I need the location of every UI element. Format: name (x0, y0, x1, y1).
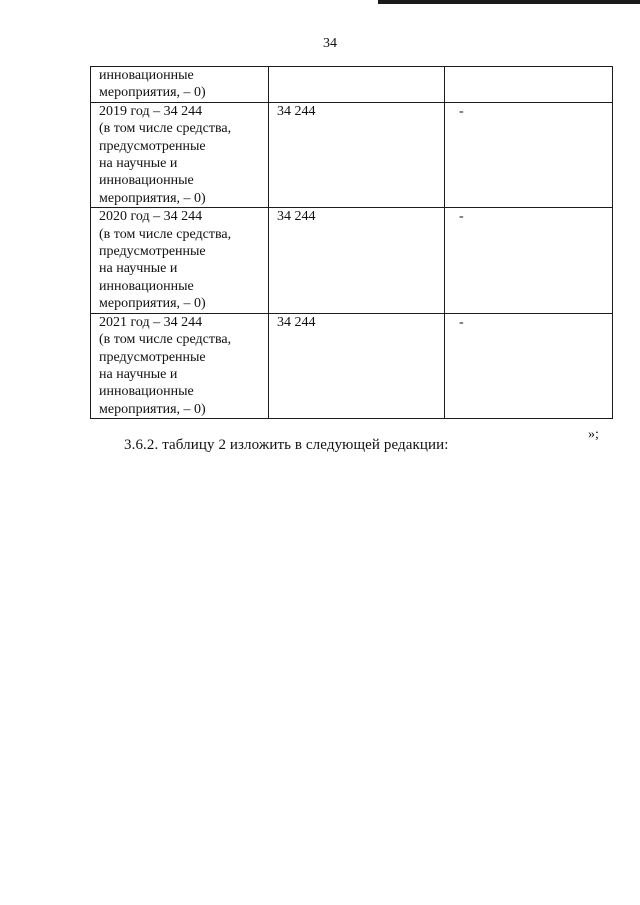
cell-text-line: (в том числе средства, (99, 121, 232, 137)
cell-text-line: мероприятия, – 0) (99, 190, 206, 206)
amount-value: 34 244 (277, 314, 316, 330)
page-number: 34 (323, 36, 337, 51)
table-cell-description (91, 102, 269, 207)
closing-quote: »; (588, 427, 599, 442)
table-cell-description (91, 67, 269, 103)
cell-text-line: инновационные (99, 68, 194, 83)
funding-table (90, 66, 613, 419)
cell-text-line: 2019 год – 34 244 (99, 103, 203, 119)
table-cell-amount (269, 313, 445, 418)
table-row-2020 (91, 208, 613, 313)
amount-value: 34 244 (277, 209, 316, 225)
table-cell-amount (269, 208, 445, 313)
scan-edge-mark (378, 0, 640, 4)
table-cell-description (91, 313, 269, 418)
table-cell-amount (269, 102, 445, 207)
table-row-2021 (91, 313, 613, 418)
cell-text-line: на научные и (99, 261, 178, 277)
table-row-continuation (91, 67, 613, 103)
cell-text-line: (в том числе средства, (99, 332, 232, 348)
cell-text-line: 2021 год – 34 244 (99, 314, 203, 330)
table-cell-extra (445, 67, 613, 103)
cell-text-line: предусмотренные (99, 138, 206, 154)
cell-text-line: предусмотренные (99, 244, 206, 260)
table-cell-extra (445, 313, 613, 418)
table-cell-amount (269, 67, 445, 103)
cell-text-line: мероприятия, – 0) (99, 85, 206, 101)
dash-value: - (459, 209, 464, 225)
table-cell-description (91, 208, 269, 313)
cell-text-line: 2020 год – 34 244 (99, 209, 203, 225)
instruction-paragraph: 3.6.2. таблицу 2 изложить в следующей редакции: (124, 437, 449, 453)
table-cell-extra (445, 102, 613, 207)
cell-text-line: мероприятия, – 0) (99, 296, 206, 312)
dash-value: - (459, 103, 464, 119)
amount-value: 34 244 (277, 103, 316, 119)
cell-text-line: предусмотренные (99, 349, 206, 365)
cell-text-line: инновационные (99, 384, 194, 400)
cell-text-line: (в том числе средства, (99, 226, 232, 242)
table-row-2019 (91, 102, 613, 207)
funding-table-container (90, 66, 612, 419)
cell-text-line: мероприятия, – 0) (99, 401, 206, 417)
table-cell-extra (445, 208, 613, 313)
cell-text-line: инновационные (99, 278, 194, 294)
cell-text-line: инновационные (99, 173, 194, 189)
dash-value: - (459, 314, 464, 330)
cell-text-line: на научные и (99, 366, 178, 382)
cell-text-line: на научные и (99, 156, 178, 172)
